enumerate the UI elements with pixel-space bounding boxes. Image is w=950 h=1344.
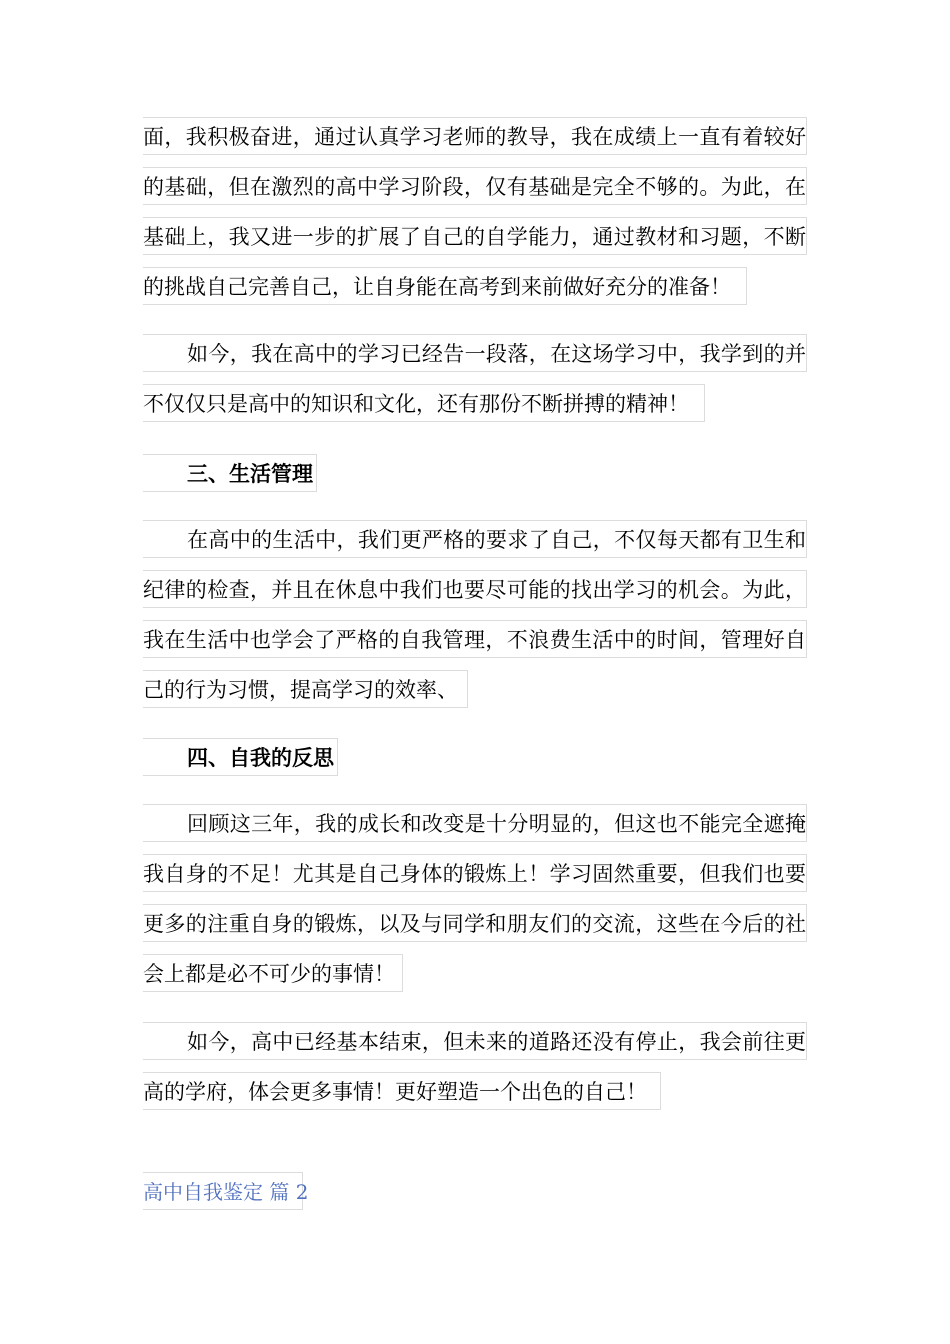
paragraph-1-line-1: 面，我积极奋进，通过认真学习老师的教导，我在成绩上一直有着较好	[143, 117, 807, 155]
paragraph-2-line-2: 不仅仅只是高中的知识和文化，还有那份不断拼搏的精神！	[143, 384, 705, 422]
paragraph-4-line-3: 更多的注重自身的锻炼，以及与同学和朋友们的交流，这些在今后的社	[143, 904, 807, 942]
paragraph-2-line-1: 如今，我在高中的学习已经告一段落，在这场学习中，我学到的并	[143, 334, 807, 372]
paragraph-4-line-2: 我自身的不足！尤其是自己身体的锻炼上！学习固然重要，但我们也要	[143, 854, 807, 892]
paragraph-1-line-3: 基础上，我又进一步的扩展了自己的自学能力，通过教材和习题，不断	[143, 217, 807, 255]
paragraph-4-line-4: 会上都是必不可少的事情！	[143, 954, 403, 992]
paragraph-3-line-2: 纪律的检查，并且在休息中我们也要尽可能的找出学习的机会。为此，	[143, 570, 807, 608]
paragraph-5-line-1: 如今，高中已经基本结束，但未来的道路还没有停止，我会前往更	[143, 1022, 807, 1060]
paragraph-1-line-2: 的基础，但在激烈的高中学习阶段，仅有基础是完全不够的。为此，在	[143, 167, 807, 205]
paragraph-3-line-1: 在高中的生活中，我们更严格的要求了自己，不仅每天都有卫生和	[143, 520, 807, 558]
paragraph-1-line-4: 的挑战自己完善自己，让自身能在高考到来前做好充分的准备！	[143, 267, 747, 305]
paragraph-4-line-1: 回顾这三年，我的成长和改变是十分明显的，但这也不能完全遮掩	[143, 804, 807, 842]
next-section-link[interactable]: 高中自我鉴定 篇 2	[143, 1172, 303, 1210]
section-heading-self-reflection: 四、自我的反思	[143, 738, 338, 776]
paragraph-3-line-3: 我在生活中也学会了严格的自我管理，不浪费生活中的时间，管理好自	[143, 620, 807, 658]
paragraph-3-line-4: 己的行为习惯，提高学习的效率、	[143, 670, 468, 708]
section-heading-life-management: 三、生活管理	[143, 454, 317, 492]
paragraph-5-line-2: 高的学府，体会更多事情！更好塑造一个出色的自己！	[143, 1072, 661, 1110]
